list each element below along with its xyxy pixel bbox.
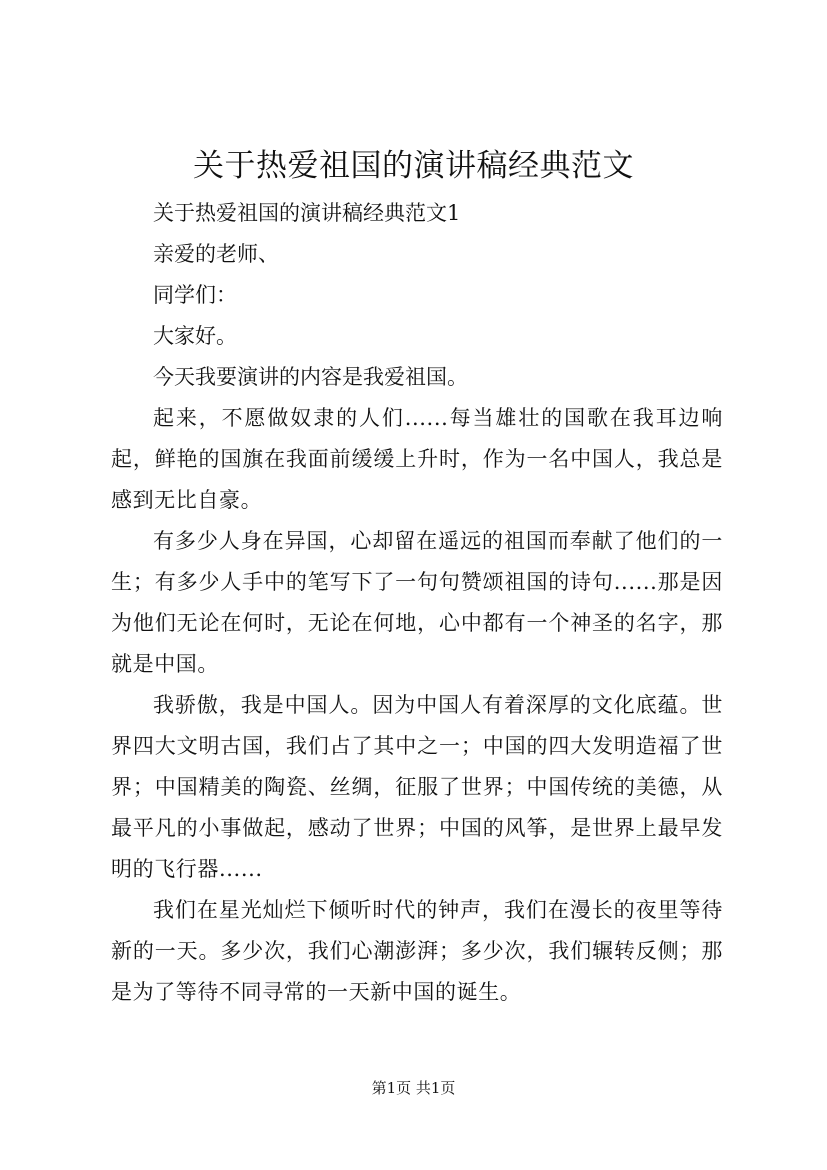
page-number-footer: 第1页 共1页 — [371, 1079, 456, 1097]
document-title: 关于热爱祖国的演讲稿经典范文 — [193, 148, 634, 184]
subtitle-line: 关于热爱祖国的演讲稿经典范文1 — [153, 201, 461, 225]
body-paragraph: 我骄傲，我是中国人。因为中国人有着深厚的文化底蕴。世界四大文明古国，我们占了其中之一；中国的四大发明造福了世界；中国精美的陶瓷、丝绸，征服了世界；中国传统的美德，从最平凡的小事做起，感动了世界；中国的风筝，是世界上最早发明的飞行器...... — [111, 693, 723, 881]
body-paragraph: 起来，不愿做奴隶的人们......每当雄壮的国歌在我耳边响起，鲜艳的国旗在我面前缓缓上升时，作为一名中国人，我总是感到无比自豪。 — [111, 406, 723, 512]
greeting-line: 大家好。 — [153, 324, 237, 348]
document-body — [111, 193, 723, 1013]
salutation-line: 同学们： — [153, 283, 237, 307]
intro-line: 今天我要演讲的内容是我爱祖国。 — [153, 365, 468, 389]
body-paragraph: 我们在星光灿烂下倾听时代的钟声，我们在漫长的夜里等待新的一天。多少次，我们心潮澎湃；多少次，我们辗转反侧；那是为了等待不同寻常的一天新中国的诞生。 — [111, 898, 723, 1004]
body-paragraph: 有多少人身在异国，心却留在遥远的祖国而奉献了他们的一生；有多少人手中的笔写下了一句句赞颂祖国的诗句......那是因为他们无论在何时，无论在何地，心中都有一个神圣的名字，那就是中国。 — [111, 529, 723, 676]
salutation-line: 亲爱的老师、 — [153, 242, 279, 266]
